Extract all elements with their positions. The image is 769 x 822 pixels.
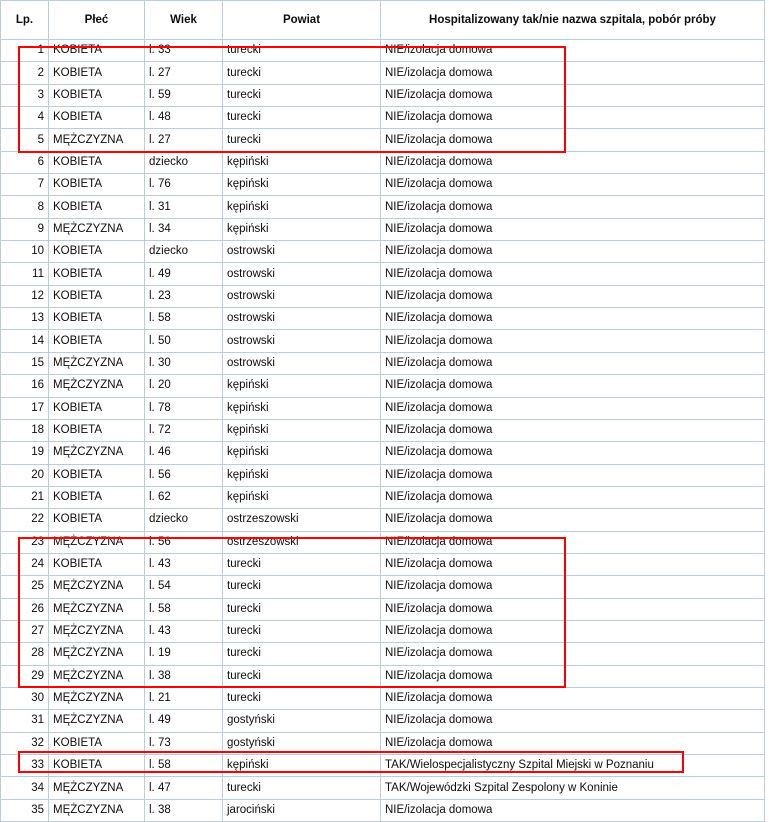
table-row bbox=[1, 553, 765, 575]
cell-plec: KOBIETA bbox=[49, 62, 145, 84]
cell-powiat: jarociński bbox=[223, 799, 381, 821]
cell-lp: 26 bbox=[1, 598, 49, 620]
cell-powiat: ostrowski bbox=[223, 263, 381, 285]
table-row bbox=[1, 151, 765, 173]
cell-plec: KOBIETA bbox=[49, 174, 145, 196]
cell-plec: MĘŻCZYZNA bbox=[49, 687, 145, 709]
cell-hospitalizacja: TAK/Wojewódzki Szpital Zespolony w Koninie bbox=[381, 777, 765, 799]
table-row bbox=[1, 40, 765, 62]
cell-lp: 29 bbox=[1, 665, 49, 687]
cell-plec: MĘŻCZYZNA bbox=[49, 598, 145, 620]
cell-lp: 3 bbox=[1, 84, 49, 106]
cell-plec: MĘŻCZYZNA bbox=[49, 352, 145, 374]
cell-hospitalizacja: NIE/izolacja domowa bbox=[381, 419, 765, 441]
cell-lp: 25 bbox=[1, 576, 49, 598]
cell-powiat: ostrzeszowski bbox=[223, 509, 381, 531]
cell-hospitalizacja: NIE/izolacja domowa bbox=[381, 196, 765, 218]
cell-plec: KOBIETA bbox=[49, 509, 145, 531]
cell-plec: MĘŻCZYZNA bbox=[49, 218, 145, 240]
cell-lp: 21 bbox=[1, 486, 49, 508]
cell-plec: MĘŻCZYZNA bbox=[49, 375, 145, 397]
cell-wiek: l. 21 bbox=[145, 687, 223, 709]
cell-wiek: l. 48 bbox=[145, 107, 223, 129]
cell-lp: 12 bbox=[1, 285, 49, 307]
cell-powiat: kępiński bbox=[223, 174, 381, 196]
cell-plec: KOBIETA bbox=[49, 84, 145, 106]
cell-hospitalizacja: NIE/izolacja domowa bbox=[381, 151, 765, 173]
cell-plec: MĘŻCZYZNA bbox=[49, 777, 145, 799]
table-row bbox=[1, 330, 765, 352]
cell-plec: KOBIETA bbox=[49, 151, 145, 173]
cell-lp: 7 bbox=[1, 174, 49, 196]
cell-plec: KOBIETA bbox=[49, 196, 145, 218]
cell-hospitalizacja: NIE/izolacja domowa bbox=[381, 241, 765, 263]
cell-wiek: l. 56 bbox=[145, 531, 223, 553]
table-row bbox=[1, 196, 765, 218]
cell-wiek: l. 20 bbox=[145, 375, 223, 397]
table-row bbox=[1, 241, 765, 263]
cell-plec: KOBIETA bbox=[49, 285, 145, 307]
cell-plec: MĘŻCZYZNA bbox=[49, 129, 145, 151]
cell-plec: MĘŻCZYZNA bbox=[49, 620, 145, 642]
cell-plec: MĘŻCZYZNA bbox=[49, 665, 145, 687]
table-row bbox=[1, 84, 765, 106]
cell-lp: 13 bbox=[1, 308, 49, 330]
cell-wiek: l. 59 bbox=[145, 84, 223, 106]
cell-lp: 35 bbox=[1, 799, 49, 821]
cell-lp: 22 bbox=[1, 509, 49, 531]
cell-lp: 31 bbox=[1, 710, 49, 732]
cell-wiek: l. 78 bbox=[145, 397, 223, 419]
cell-hospitalizacja: NIE/izolacja domowa bbox=[381, 464, 765, 486]
cell-hospitalizacja: NIE/izolacja domowa bbox=[381, 442, 765, 464]
cell-hospitalizacja: NIE/izolacja domowa bbox=[381, 486, 765, 508]
cell-wiek: l. 73 bbox=[145, 732, 223, 754]
table-row bbox=[1, 308, 765, 330]
table-row bbox=[1, 732, 765, 754]
cell-powiat: gostyński bbox=[223, 732, 381, 754]
cell-lp: 1 bbox=[1, 40, 49, 62]
cell-wiek: l. 72 bbox=[145, 419, 223, 441]
cell-powiat: turecki bbox=[223, 620, 381, 642]
cell-wiek: l. 33 bbox=[145, 40, 223, 62]
cell-lp: 28 bbox=[1, 643, 49, 665]
cell-hospitalizacja: NIE/izolacja domowa bbox=[381, 799, 765, 821]
table-row bbox=[1, 129, 765, 151]
cell-hospitalizacja: NIE/izolacja domowa bbox=[381, 84, 765, 106]
cell-wiek: l. 30 bbox=[145, 352, 223, 374]
cell-hospitalizacja: NIE/izolacja domowa bbox=[381, 330, 765, 352]
cell-hospitalizacja: NIE/izolacja domowa bbox=[381, 665, 765, 687]
cell-hospitalizacja: NIE/izolacja domowa bbox=[381, 576, 765, 598]
cell-plec: KOBIETA bbox=[49, 486, 145, 508]
cell-plec: MĘŻCZYZNA bbox=[49, 442, 145, 464]
cell-lp: 16 bbox=[1, 375, 49, 397]
column-header-wiek: Wiek bbox=[145, 1, 223, 40]
table-row bbox=[1, 397, 765, 419]
cell-wiek: l. 76 bbox=[145, 174, 223, 196]
cell-wiek: l. 49 bbox=[145, 263, 223, 285]
cell-plec: KOBIETA bbox=[49, 732, 145, 754]
table-row bbox=[1, 710, 765, 732]
cell-wiek: l. 54 bbox=[145, 576, 223, 598]
cell-plec: KOBIETA bbox=[49, 419, 145, 441]
cell-powiat: kępiński bbox=[223, 151, 381, 173]
cell-hospitalizacja: NIE/izolacja domowa bbox=[381, 107, 765, 129]
table-row bbox=[1, 687, 765, 709]
cell-hospitalizacja: NIE/izolacja domowa bbox=[381, 643, 765, 665]
cell-lp: 24 bbox=[1, 553, 49, 575]
cell-wiek: l. 27 bbox=[145, 62, 223, 84]
cell-lp: 18 bbox=[1, 419, 49, 441]
cell-wiek: l. 46 bbox=[145, 442, 223, 464]
cell-hospitalizacja: NIE/izolacja domowa bbox=[381, 509, 765, 531]
cell-plec: KOBIETA bbox=[49, 107, 145, 129]
cell-hospitalizacja: NIE/izolacja domowa bbox=[381, 62, 765, 84]
table-row bbox=[1, 218, 765, 240]
cell-hospitalizacja: NIE/izolacja domowa bbox=[381, 40, 765, 62]
cell-wiek: l. 47 bbox=[145, 777, 223, 799]
cell-powiat: turecki bbox=[223, 553, 381, 575]
cell-powiat: ostrowski bbox=[223, 241, 381, 263]
column-header-lp: Lp. bbox=[1, 1, 49, 40]
cell-plec: KOBIETA bbox=[49, 755, 145, 777]
cell-lp: 30 bbox=[1, 687, 49, 709]
cell-wiek: l. 34 bbox=[145, 218, 223, 240]
cell-powiat: turecki bbox=[223, 62, 381, 84]
cell-hospitalizacja: NIE/izolacja domowa bbox=[381, 263, 765, 285]
table-row bbox=[1, 777, 765, 799]
cell-hospitalizacja: TAK/Wielospecjalistyczny Szpital Miejski w Poznaniu bbox=[381, 755, 765, 777]
cell-plec: KOBIETA bbox=[49, 241, 145, 263]
cell-plec: MĘŻCZYZNA bbox=[49, 799, 145, 821]
cell-lp: 2 bbox=[1, 62, 49, 84]
cell-powiat: ostrowski bbox=[223, 352, 381, 374]
cell-hospitalizacja: NIE/izolacja domowa bbox=[381, 620, 765, 642]
cell-lp: 8 bbox=[1, 196, 49, 218]
cell-powiat: turecki bbox=[223, 84, 381, 106]
cell-wiek: l. 23 bbox=[145, 285, 223, 307]
cell-powiat: turecki bbox=[223, 129, 381, 151]
cell-powiat: ostrowski bbox=[223, 330, 381, 352]
cell-powiat: turecki bbox=[223, 598, 381, 620]
cell-wiek: dziecko bbox=[145, 241, 223, 263]
cell-plec: MĘŻCZYZNA bbox=[49, 643, 145, 665]
cell-powiat: kępiński bbox=[223, 397, 381, 419]
cell-hospitalizacja: NIE/izolacja domowa bbox=[381, 732, 765, 754]
cell-wiek: l. 38 bbox=[145, 665, 223, 687]
table-header bbox=[1, 1, 765, 40]
cell-hospitalizacja: NIE/izolacja domowa bbox=[381, 710, 765, 732]
cell-plec: KOBIETA bbox=[49, 464, 145, 486]
cell-hospitalizacja: NIE/izolacja domowa bbox=[381, 352, 765, 374]
cell-wiek: l. 43 bbox=[145, 553, 223, 575]
cell-hospitalizacja: NIE/izolacja domowa bbox=[381, 687, 765, 709]
table-row bbox=[1, 62, 765, 84]
cell-hospitalizacja: NIE/izolacja domowa bbox=[381, 375, 765, 397]
table-row bbox=[1, 464, 765, 486]
cell-wiek: l. 58 bbox=[145, 755, 223, 777]
cell-wiek: l. 58 bbox=[145, 598, 223, 620]
cell-hospitalizacja: NIE/izolacja domowa bbox=[381, 218, 765, 240]
cell-wiek: l. 62 bbox=[145, 486, 223, 508]
table-row bbox=[1, 665, 765, 687]
table-row bbox=[1, 799, 765, 821]
table-row bbox=[1, 263, 765, 285]
cell-lp: 17 bbox=[1, 397, 49, 419]
cell-wiek: l. 58 bbox=[145, 308, 223, 330]
cell-wiek: l. 38 bbox=[145, 799, 223, 821]
cell-hospitalizacja: NIE/izolacja domowa bbox=[381, 553, 765, 575]
cell-plec: MĘŻCZYZNA bbox=[49, 531, 145, 553]
table-row bbox=[1, 509, 765, 531]
table-row bbox=[1, 352, 765, 374]
table-row bbox=[1, 419, 765, 441]
cell-lp: 19 bbox=[1, 442, 49, 464]
table-header-row bbox=[1, 1, 765, 40]
cell-powiat: ostrowski bbox=[223, 308, 381, 330]
table-row bbox=[1, 375, 765, 397]
cell-wiek: l. 31 bbox=[145, 196, 223, 218]
table-body bbox=[1, 40, 765, 822]
cell-powiat: gostyński bbox=[223, 710, 381, 732]
cell-powiat: kępiński bbox=[223, 755, 381, 777]
cell-powiat: turecki bbox=[223, 107, 381, 129]
cell-lp: 15 bbox=[1, 352, 49, 374]
cell-powiat: turecki bbox=[223, 40, 381, 62]
cell-powiat: ostrzeszowski bbox=[223, 531, 381, 553]
table-row bbox=[1, 643, 765, 665]
column-header-hospitalizacja: Hospitalizowany tak/nie nazwa szpitala, pobór próby bbox=[381, 1, 765, 40]
cell-plec: KOBIETA bbox=[49, 553, 145, 575]
cell-plec: KOBIETA bbox=[49, 308, 145, 330]
column-header-powiat: Powiat bbox=[223, 1, 381, 40]
table-row bbox=[1, 531, 765, 553]
cell-lp: 5 bbox=[1, 129, 49, 151]
cell-wiek: l. 27 bbox=[145, 129, 223, 151]
cell-wiek: dziecko bbox=[145, 509, 223, 531]
table-row bbox=[1, 576, 765, 598]
cell-lp: 33 bbox=[1, 755, 49, 777]
cell-powiat: turecki bbox=[223, 777, 381, 799]
column-header-plec: Płeć bbox=[49, 1, 145, 40]
cell-wiek: l. 56 bbox=[145, 464, 223, 486]
cell-lp: 27 bbox=[1, 620, 49, 642]
cell-lp: 9 bbox=[1, 218, 49, 240]
cell-lp: 20 bbox=[1, 464, 49, 486]
cell-lp: 11 bbox=[1, 263, 49, 285]
cell-powiat: kępiński bbox=[223, 464, 381, 486]
cell-lp: 4 bbox=[1, 107, 49, 129]
cell-hospitalizacja: NIE/izolacja domowa bbox=[381, 285, 765, 307]
cell-powiat: ostrowski bbox=[223, 285, 381, 307]
cell-lp: 6 bbox=[1, 151, 49, 173]
cell-plec: MĘŻCZYZNA bbox=[49, 710, 145, 732]
cell-wiek: l. 43 bbox=[145, 620, 223, 642]
cell-wiek: l. 49 bbox=[145, 710, 223, 732]
cell-powiat: kępiński bbox=[223, 486, 381, 508]
cell-hospitalizacja: NIE/izolacja domowa bbox=[381, 397, 765, 419]
table-row bbox=[1, 620, 765, 642]
cell-plec: KOBIETA bbox=[49, 263, 145, 285]
cell-hospitalizacja: NIE/izolacja domowa bbox=[381, 129, 765, 151]
cell-wiek: l. 50 bbox=[145, 330, 223, 352]
cell-powiat: kępiński bbox=[223, 375, 381, 397]
cell-plec: KOBIETA bbox=[49, 397, 145, 419]
table-row bbox=[1, 442, 765, 464]
cell-hospitalizacja: NIE/izolacja domowa bbox=[381, 308, 765, 330]
cell-hospitalizacja: NIE/izolacja domowa bbox=[381, 598, 765, 620]
cell-hospitalizacja: NIE/izolacja domowa bbox=[381, 174, 765, 196]
cell-powiat: kępiński bbox=[223, 196, 381, 218]
cell-lp: 23 bbox=[1, 531, 49, 553]
table-row bbox=[1, 285, 765, 307]
cell-wiek: l. 19 bbox=[145, 643, 223, 665]
cell-powiat: kępiński bbox=[223, 218, 381, 240]
cell-lp: 32 bbox=[1, 732, 49, 754]
table-row bbox=[1, 598, 765, 620]
table-row bbox=[1, 486, 765, 508]
table-row bbox=[1, 107, 765, 129]
cell-powiat: turecki bbox=[223, 687, 381, 709]
cell-lp: 10 bbox=[1, 241, 49, 263]
cell-plec: KOBIETA bbox=[49, 330, 145, 352]
cell-powiat: kępiński bbox=[223, 419, 381, 441]
cell-lp: 14 bbox=[1, 330, 49, 352]
cell-wiek: dziecko bbox=[145, 151, 223, 173]
cell-hospitalizacja: NIE/izolacja domowa bbox=[381, 531, 765, 553]
cell-plec: MĘŻCZYZNA bbox=[49, 576, 145, 598]
cell-powiat: turecki bbox=[223, 643, 381, 665]
cell-powiat: turecki bbox=[223, 576, 381, 598]
cell-plec: KOBIETA bbox=[49, 40, 145, 62]
cell-lp: 34 bbox=[1, 777, 49, 799]
table-row bbox=[1, 755, 765, 777]
table-row bbox=[1, 174, 765, 196]
cell-powiat: kępiński bbox=[223, 442, 381, 464]
cell-powiat: turecki bbox=[223, 665, 381, 687]
